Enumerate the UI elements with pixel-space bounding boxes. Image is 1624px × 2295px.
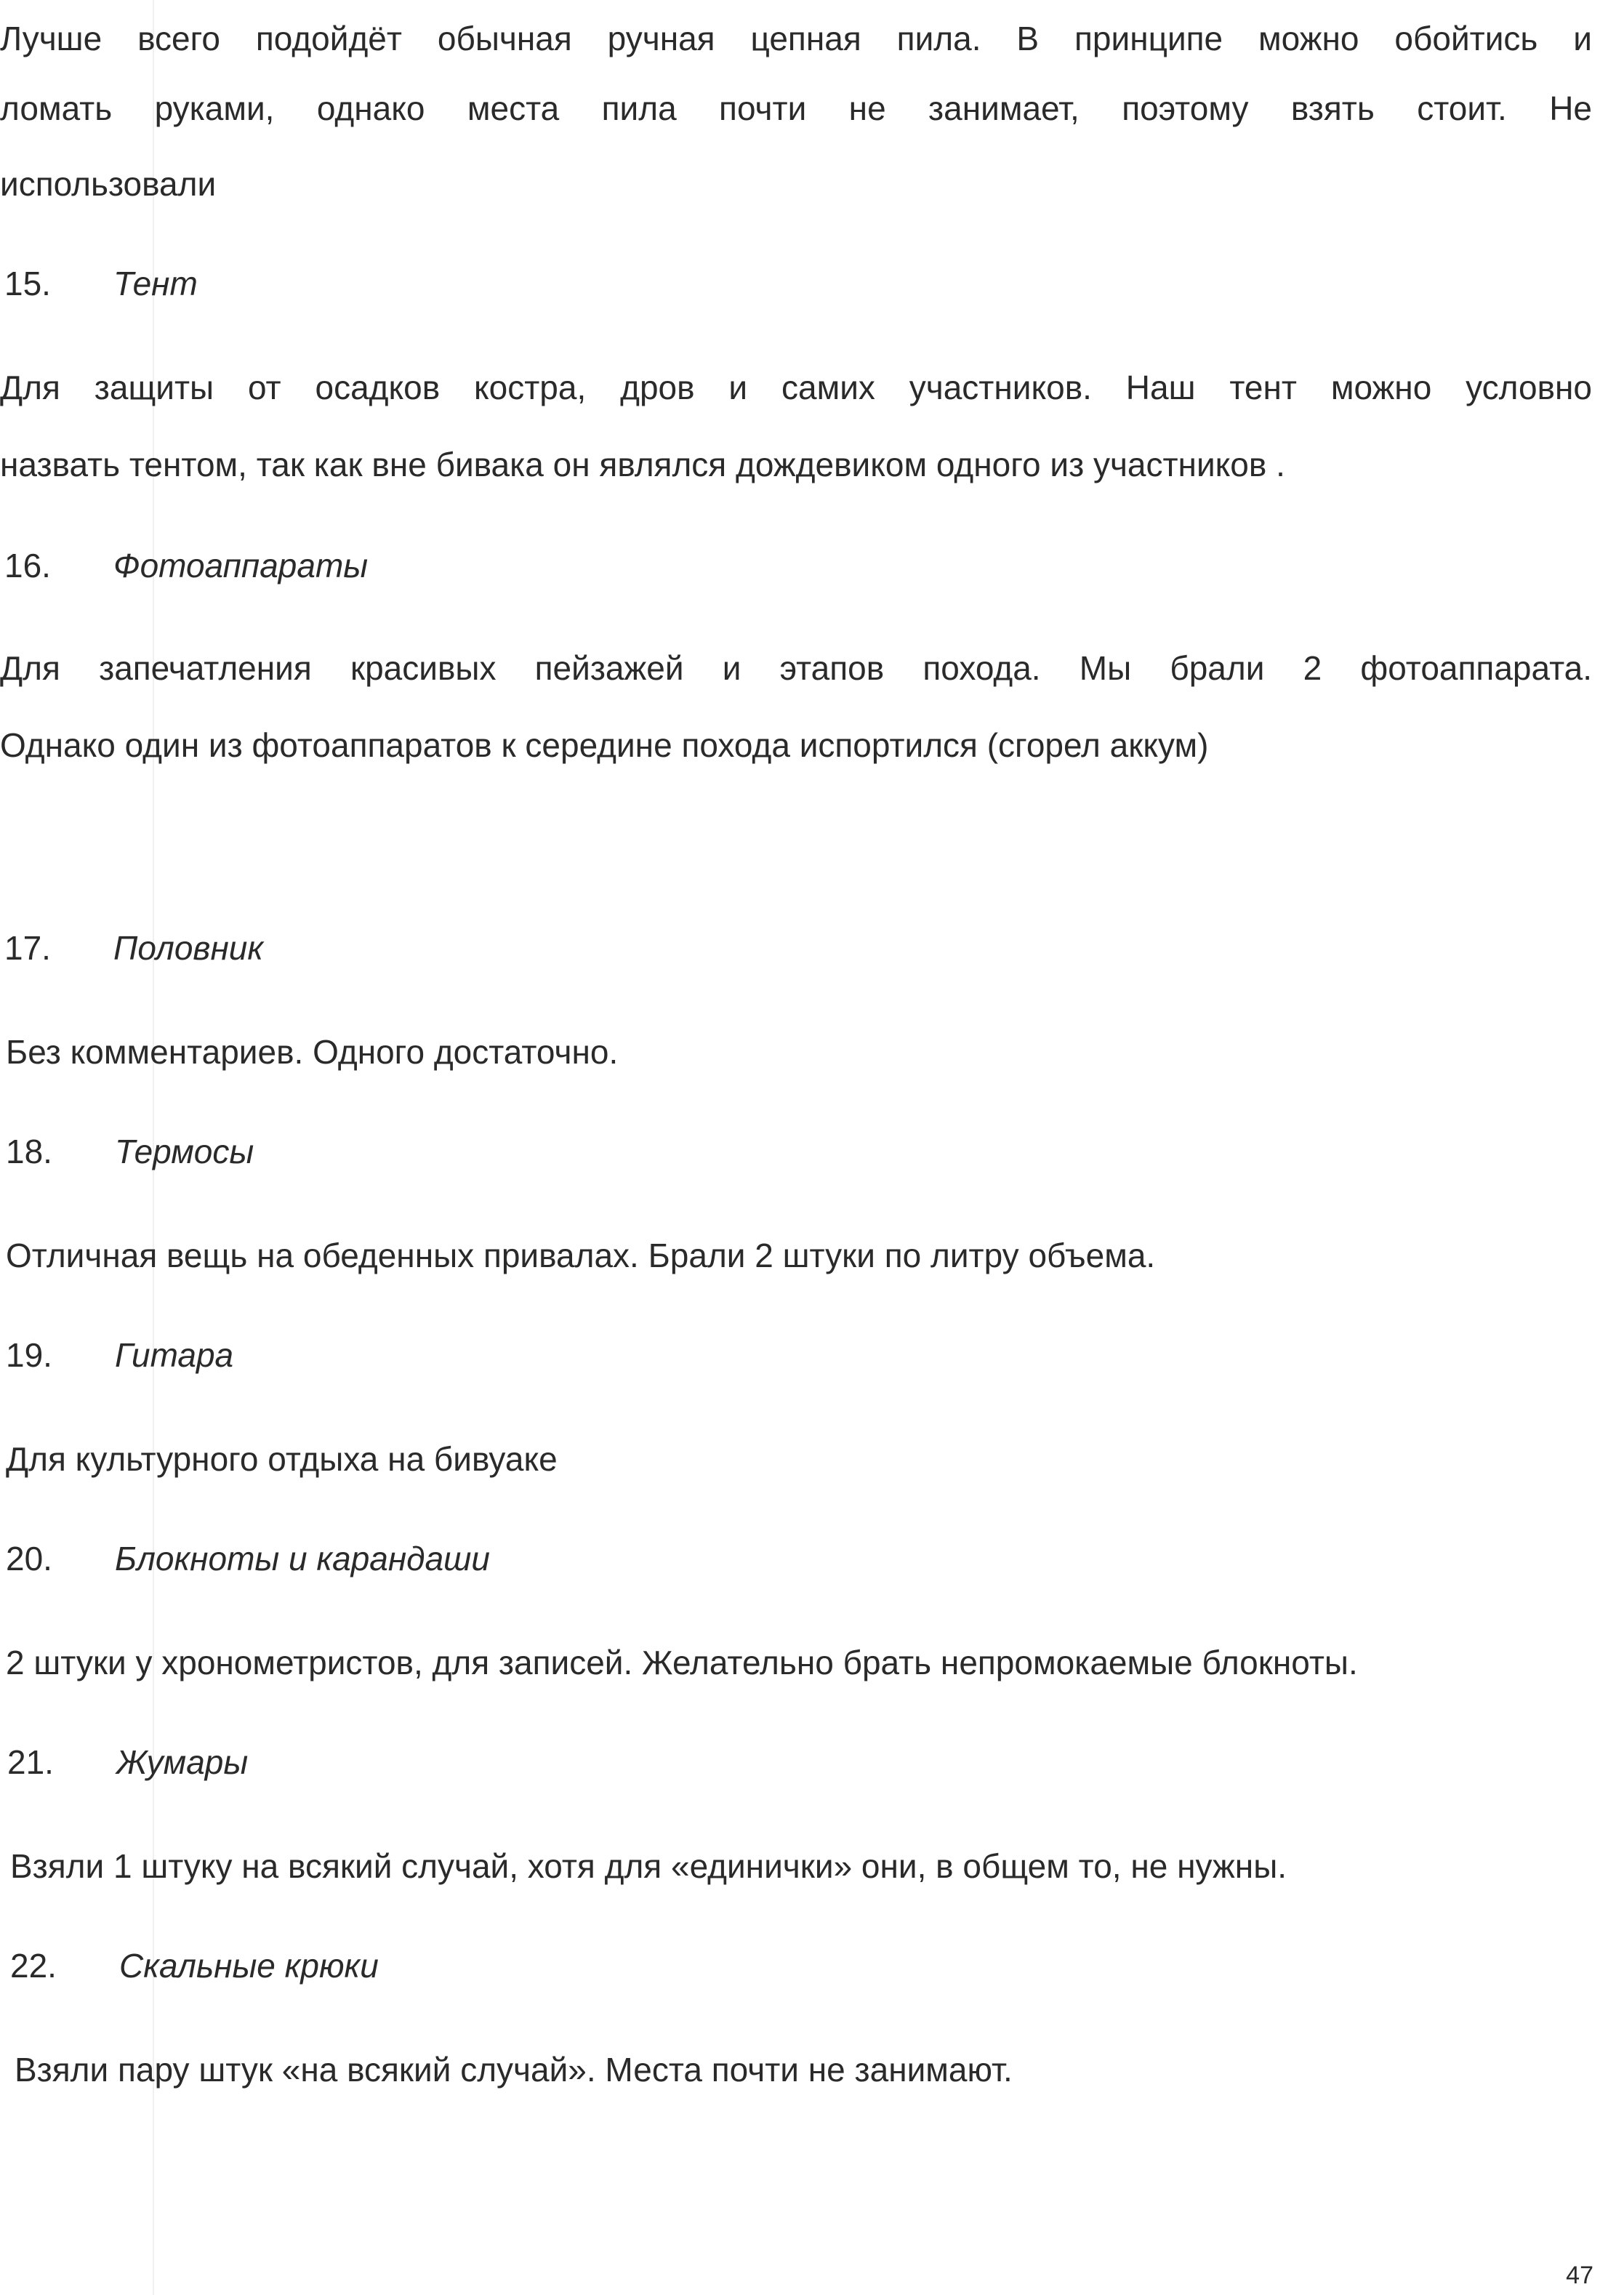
item-number: 20. (6, 1540, 52, 1577)
item-number: 17. (4, 929, 51, 967)
item-18-line-1: Отличная вещь на обеденных привалах. Брали 2 штуки по литру объема. (6, 1237, 1156, 1274)
item-20-line-1: 2 штуки у хронометристов, для записей. Желательно брать непромокаемые блокноты. (6, 1644, 1358, 1681)
item-number: 16. (4, 547, 51, 584)
page-number: 47 (1566, 2262, 1593, 2289)
intro-line-2: ломать руками, однако места пила почти не занимает, поэтому взять стоит. Не (0, 89, 1592, 127)
item-15-line-1: Для защиты от осадков костра, дров и самих участников. Наш тент можно условно (0, 369, 1592, 406)
item-number: 15. (4, 265, 51, 302)
item-heading-17 (4, 926, 263, 970)
item-17-line-1: Без комментариев. Одного достаточно. (6, 1033, 619, 1071)
item-title: Тент (113, 265, 198, 302)
item-19-line-1: Для культурного отдыха на бивуаке (6, 1440, 558, 1478)
intro-line-3: использовали (0, 165, 217, 203)
item-title: Блокноты и карандаши (115, 1540, 490, 1577)
item-heading-22 (10, 1944, 379, 1987)
item-heading-15 (4, 262, 198, 305)
item-number: 22. (10, 1947, 57, 1985)
item-number: 21. (7, 1743, 54, 1781)
item-title: Термосы (115, 1133, 254, 1170)
item-title: Гитара (115, 1336, 234, 1374)
item-22-line-1: Взяли пару штук «на всякий случай». Места почти не занимают. (15, 2051, 1013, 2089)
intro-line-1: Лучше всего подойдёт обычная ручная цепная пила. В принципе можно обойтись и (0, 20, 1592, 57)
item-number: 19. (6, 1336, 52, 1374)
item-16-line-2: Однако один из фотоаппаратов к середине похода испортился (сгорел аккум) (0, 726, 1209, 764)
item-title: Жумары (116, 1743, 249, 1781)
item-16-line-1: Для запечатления красивых пейзажей и этапов похода. Мы брали 2 фотоаппарата. (0, 649, 1592, 687)
item-heading-20 (6, 1537, 490, 1580)
item-title: Половник (113, 929, 264, 967)
item-number: 18. (6, 1133, 52, 1170)
item-15-line-2: назвать тентом, так как вне бивака он являлся дождевиком одного из участников . (0, 446, 1285, 483)
item-heading-18 (6, 1130, 254, 1173)
item-21-line-1: Взяли 1 штуку на всякий случай, хотя для «единички» они, в общем то, не нужны. (10, 1847, 1287, 1885)
item-heading-16 (4, 544, 368, 587)
item-heading-21 (7, 1740, 248, 1784)
item-title: Скальные крюки (119, 1947, 379, 1985)
item-title: Фотоаппараты (113, 547, 369, 584)
item-heading-19 (6, 1333, 233, 1377)
